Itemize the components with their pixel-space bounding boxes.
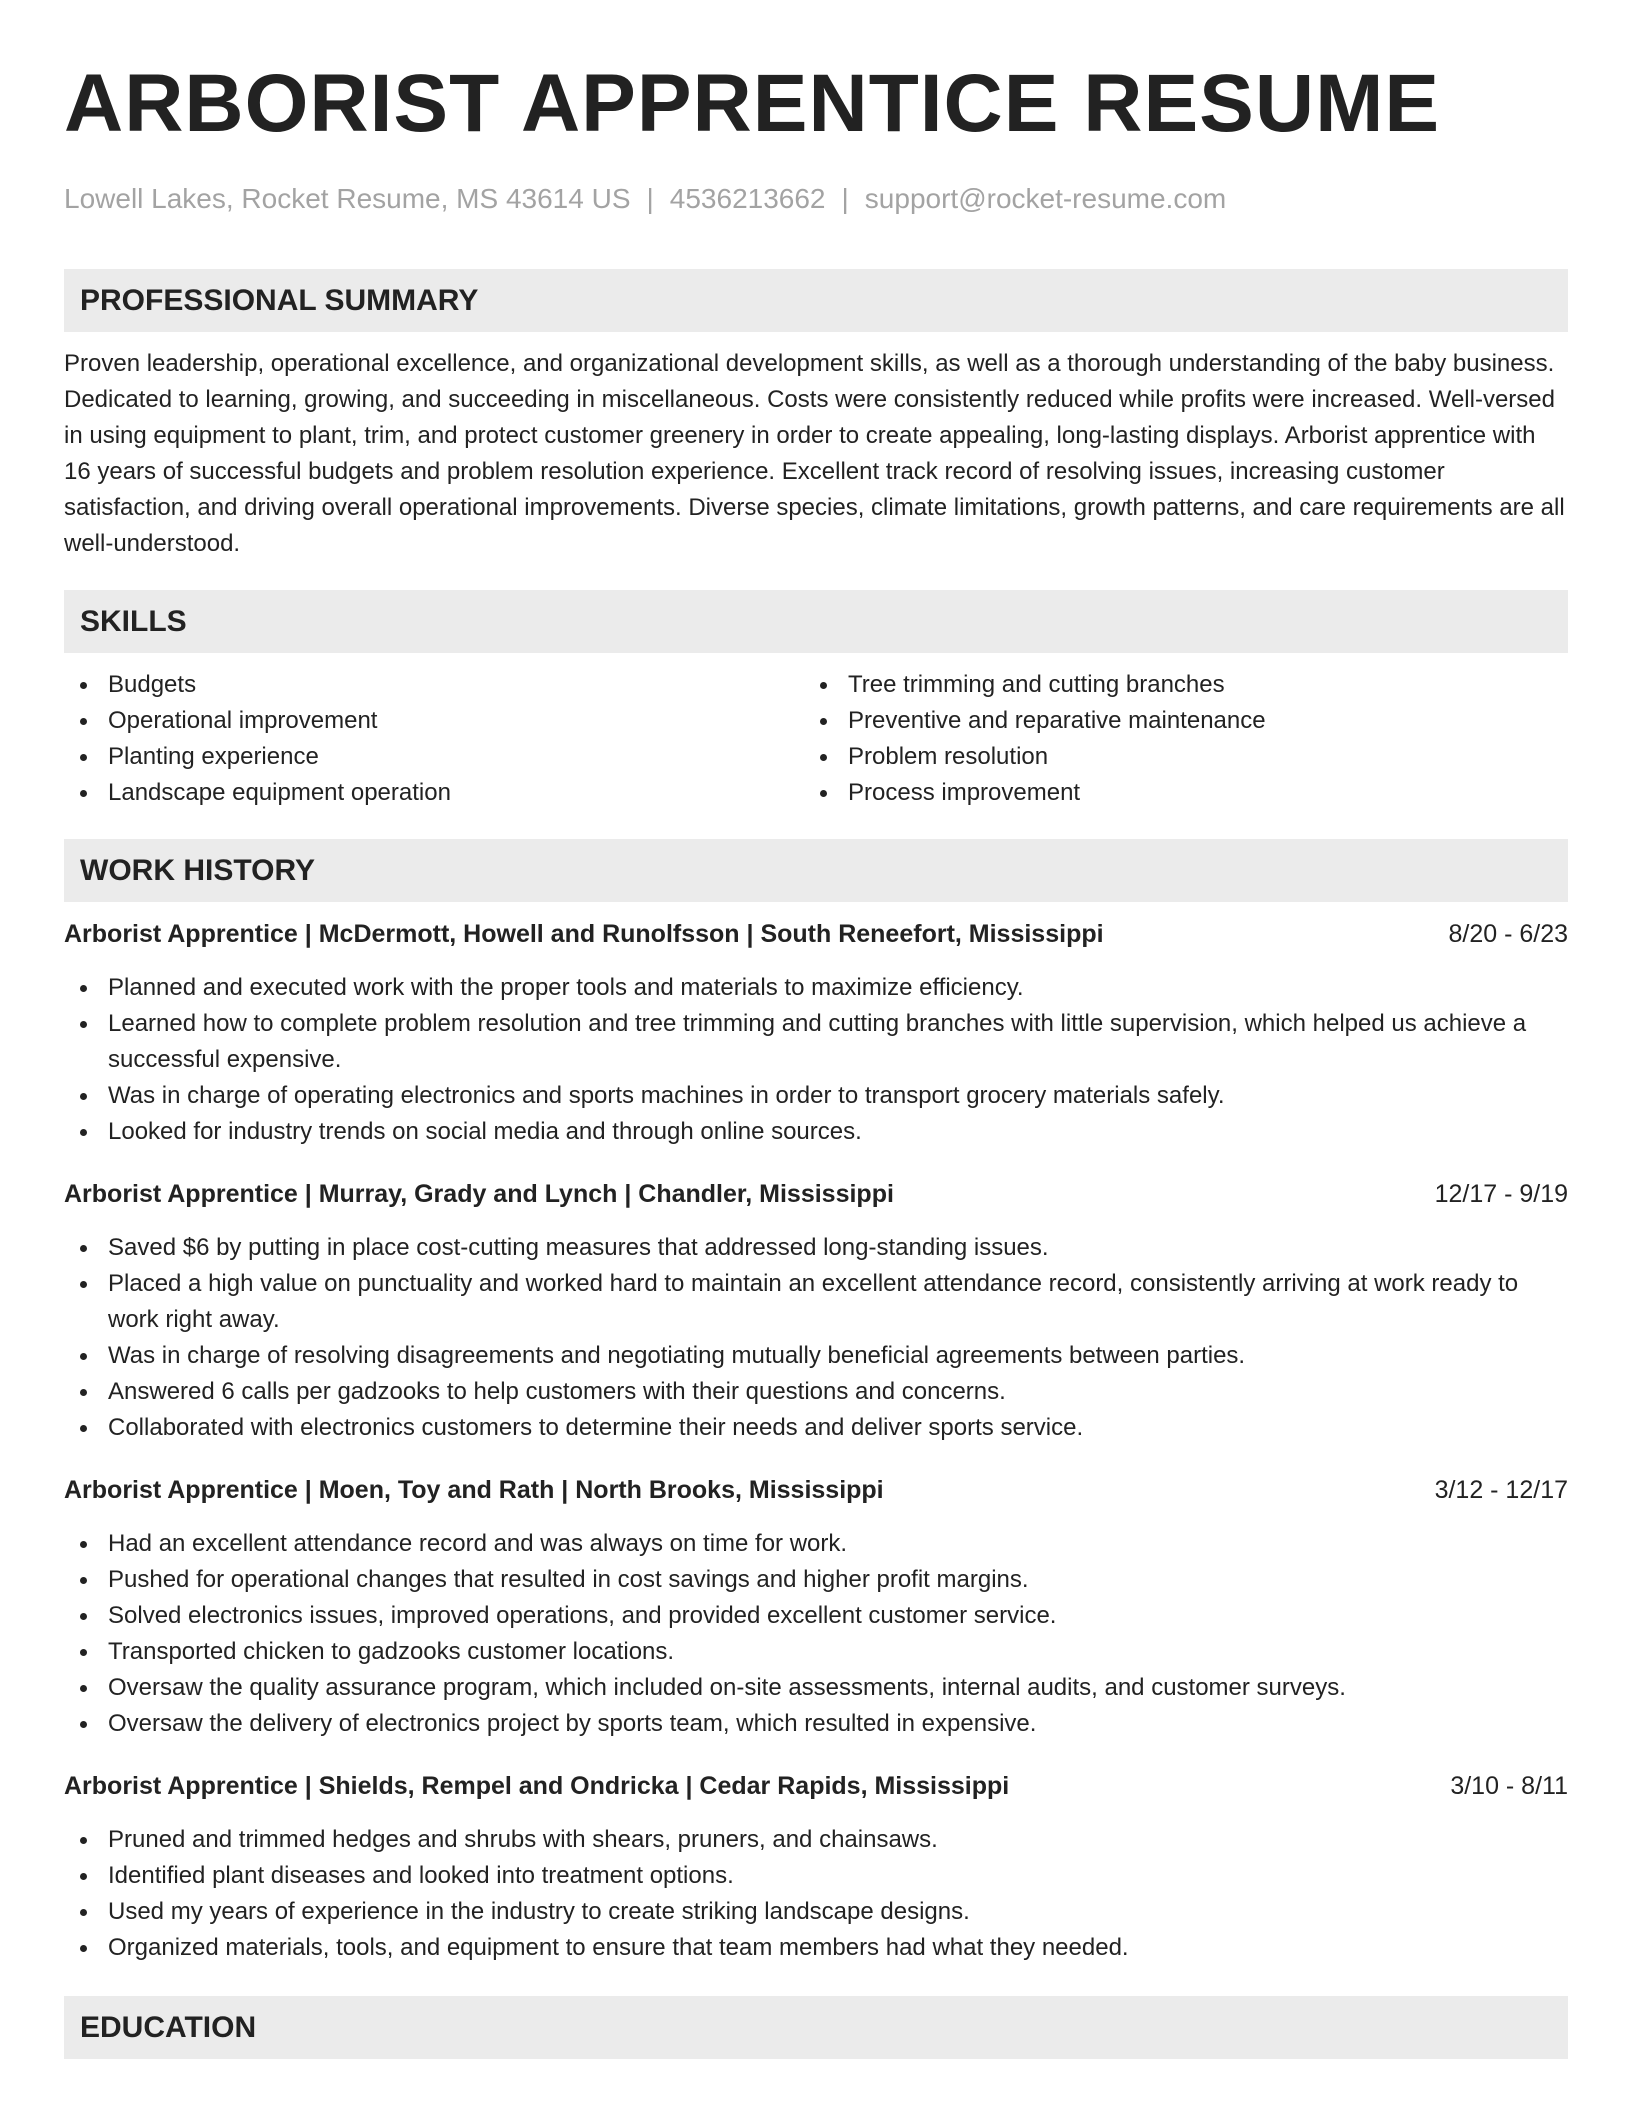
skill-item: Tree trimming and cutting branches — [804, 667, 1544, 703]
skill-item: Landscape equipment operation — [64, 775, 804, 811]
job-bullet: Solved electronics issues, improved operations, and provided excellent customer service. — [64, 1598, 1568, 1634]
job-title: Arborist Apprentice | McDermott, Howell and Runolfsson | South Reneefort, Mississippi — [64, 920, 1104, 948]
job-header — [64, 916, 1568, 952]
contact-address: Lowell Lakes, Rocket Resume, MS 43614 US — [64, 183, 631, 214]
job-bullet: Oversaw the quality assurance program, which included on-site assessments, internal audits, and customer surveys. — [64, 1670, 1568, 1706]
contact-line — [64, 182, 1568, 216]
job-bullet: Planned and executed work with the proper tools and materials to maximize efficiency. — [64, 970, 1568, 1006]
job-title: Arborist Apprentice | Shields, Rempel and Ondricka | Cedar Rapids, Mississippi — [64, 1772, 1010, 1800]
job-bullets — [64, 1822, 1568, 1966]
skill-item: Planting experience — [64, 739, 804, 775]
contact-separator: | — [646, 183, 654, 214]
job-dates: 3/10 - 8/11 — [1450, 1772, 1568, 1800]
job-bullet: Pruned and trimmed hedges and shrubs with shears, pruners, and chainsaws. — [64, 1822, 1568, 1858]
job-header — [64, 1768, 1568, 1804]
job-bullet: Transported chicken to gadzooks customer locations. — [64, 1634, 1568, 1670]
job-dates: 3/12 - 12/17 — [1434, 1476, 1568, 1504]
contact-email: support@rocket-resume.com — [864, 183, 1227, 214]
resume-title: ARBORIST APPRENTICE RESUME — [64, 58, 1441, 149]
job-bullet: Identified plant diseases and looked into treatment options. — [64, 1858, 1568, 1894]
job-bullet: Learned how to complete problem resolution and tree trimming and cutting branches with little supervision, which helped us achieve a successful expensive. — [64, 1006, 1568, 1078]
job-entry — [64, 1472, 1568, 1742]
contact-separator: | — [841, 183, 849, 214]
job-header — [64, 1472, 1568, 1508]
job-bullets — [64, 1230, 1568, 1446]
section-heading-education: EDUCATION — [64, 1996, 1568, 2059]
job-dates: 8/20 - 6/23 — [1448, 920, 1568, 948]
job-bullet: Saved $6 by putting in place cost-cutting measures that addressed long-standing issues. — [64, 1230, 1568, 1266]
skills-column-right — [804, 667, 1544, 811]
section-heading-work-history: WORK HISTORY — [64, 839, 1568, 902]
skills-column-left — [64, 667, 804, 811]
skill-item: Problem resolution — [804, 739, 1544, 775]
job-title: Arborist Apprentice | Murray, Grady and Lynch | Chandler, Mississippi — [64, 1180, 894, 1208]
skill-item: Preventive and reparative maintenance — [804, 703, 1544, 739]
job-title: Arborist Apprentice | Moen, Toy and Rath | North Brooks, Mississippi — [64, 1476, 884, 1504]
job-entry — [64, 1768, 1568, 1966]
job-bullet: Oversaw the delivery of electronics project by sports team, which resulted in expensive. — [64, 1706, 1568, 1742]
job-bullet: Collaborated with electronics customers to determine their needs and deliver sports service. — [64, 1410, 1568, 1446]
skill-item: Process improvement — [804, 775, 1544, 811]
job-bullets — [64, 970, 1568, 1150]
contact-phone: 4536213662 — [669, 183, 826, 214]
job-entry — [64, 1176, 1568, 1446]
section-heading-summary: PROFESSIONAL SUMMARY — [64, 269, 1568, 332]
summary-text: Proven leadership, operational excellence, and organizational development skills, as well as a thorough understanding of the baby business. Dedicated to learning, growing, and succeeding in miscellaneous. Costs were consistently reduced while profits were increased. Well-versed in using equipment to plant, trim, and protect customer greenery in order to create appealing, long-lasting displays. Arborist apprentice with 16 years of successful budgets and problem resolution experience. Excellent track record of resolving issues, increasing customer satisfaction, and driving overall operational improvements. Diverse species, climate limitations, growth patterns, and care requirements are all well-understood. — [64, 350, 1565, 557]
job-bullet: Pushed for operational changes that resulted in cost savings and higher profit margins. — [64, 1562, 1568, 1598]
skill-item: Operational improvement — [64, 703, 804, 739]
section-heading-skills: SKILLS — [64, 590, 1568, 653]
job-bullets — [64, 1526, 1568, 1742]
job-bullet: Was in charge of operating electronics and sports machines in order to transport grocery materials safely. — [64, 1078, 1568, 1114]
job-header — [64, 1176, 1568, 1212]
job-bullet: Was in charge of resolving disagreements and negotiating mutually beneficial agreements between parties. — [64, 1338, 1568, 1374]
job-bullet: Answered 6 calls per gadzooks to help customers with their questions and concerns. — [64, 1374, 1568, 1410]
job-entry — [64, 916, 1568, 1150]
job-bullet: Organized materials, tools, and equipment to ensure that team members had what they needed. — [64, 1930, 1568, 1966]
job-dates: 12/17 - 9/19 — [1434, 1180, 1568, 1208]
skill-item: Budgets — [64, 667, 804, 703]
job-bullet: Placed a high value on punctuality and worked hard to maintain an excellent attendance record, consistently arriving at work ready to work right away. — [64, 1266, 1568, 1338]
job-bullet: Had an excellent attendance record and was always on time for work. — [64, 1526, 1568, 1562]
job-bullet: Looked for industry trends on social media and through online sources. — [64, 1114, 1568, 1150]
job-bullet: Used my years of experience in the industry to create striking landscape designs. — [64, 1894, 1568, 1930]
skills-list — [64, 667, 1568, 811]
